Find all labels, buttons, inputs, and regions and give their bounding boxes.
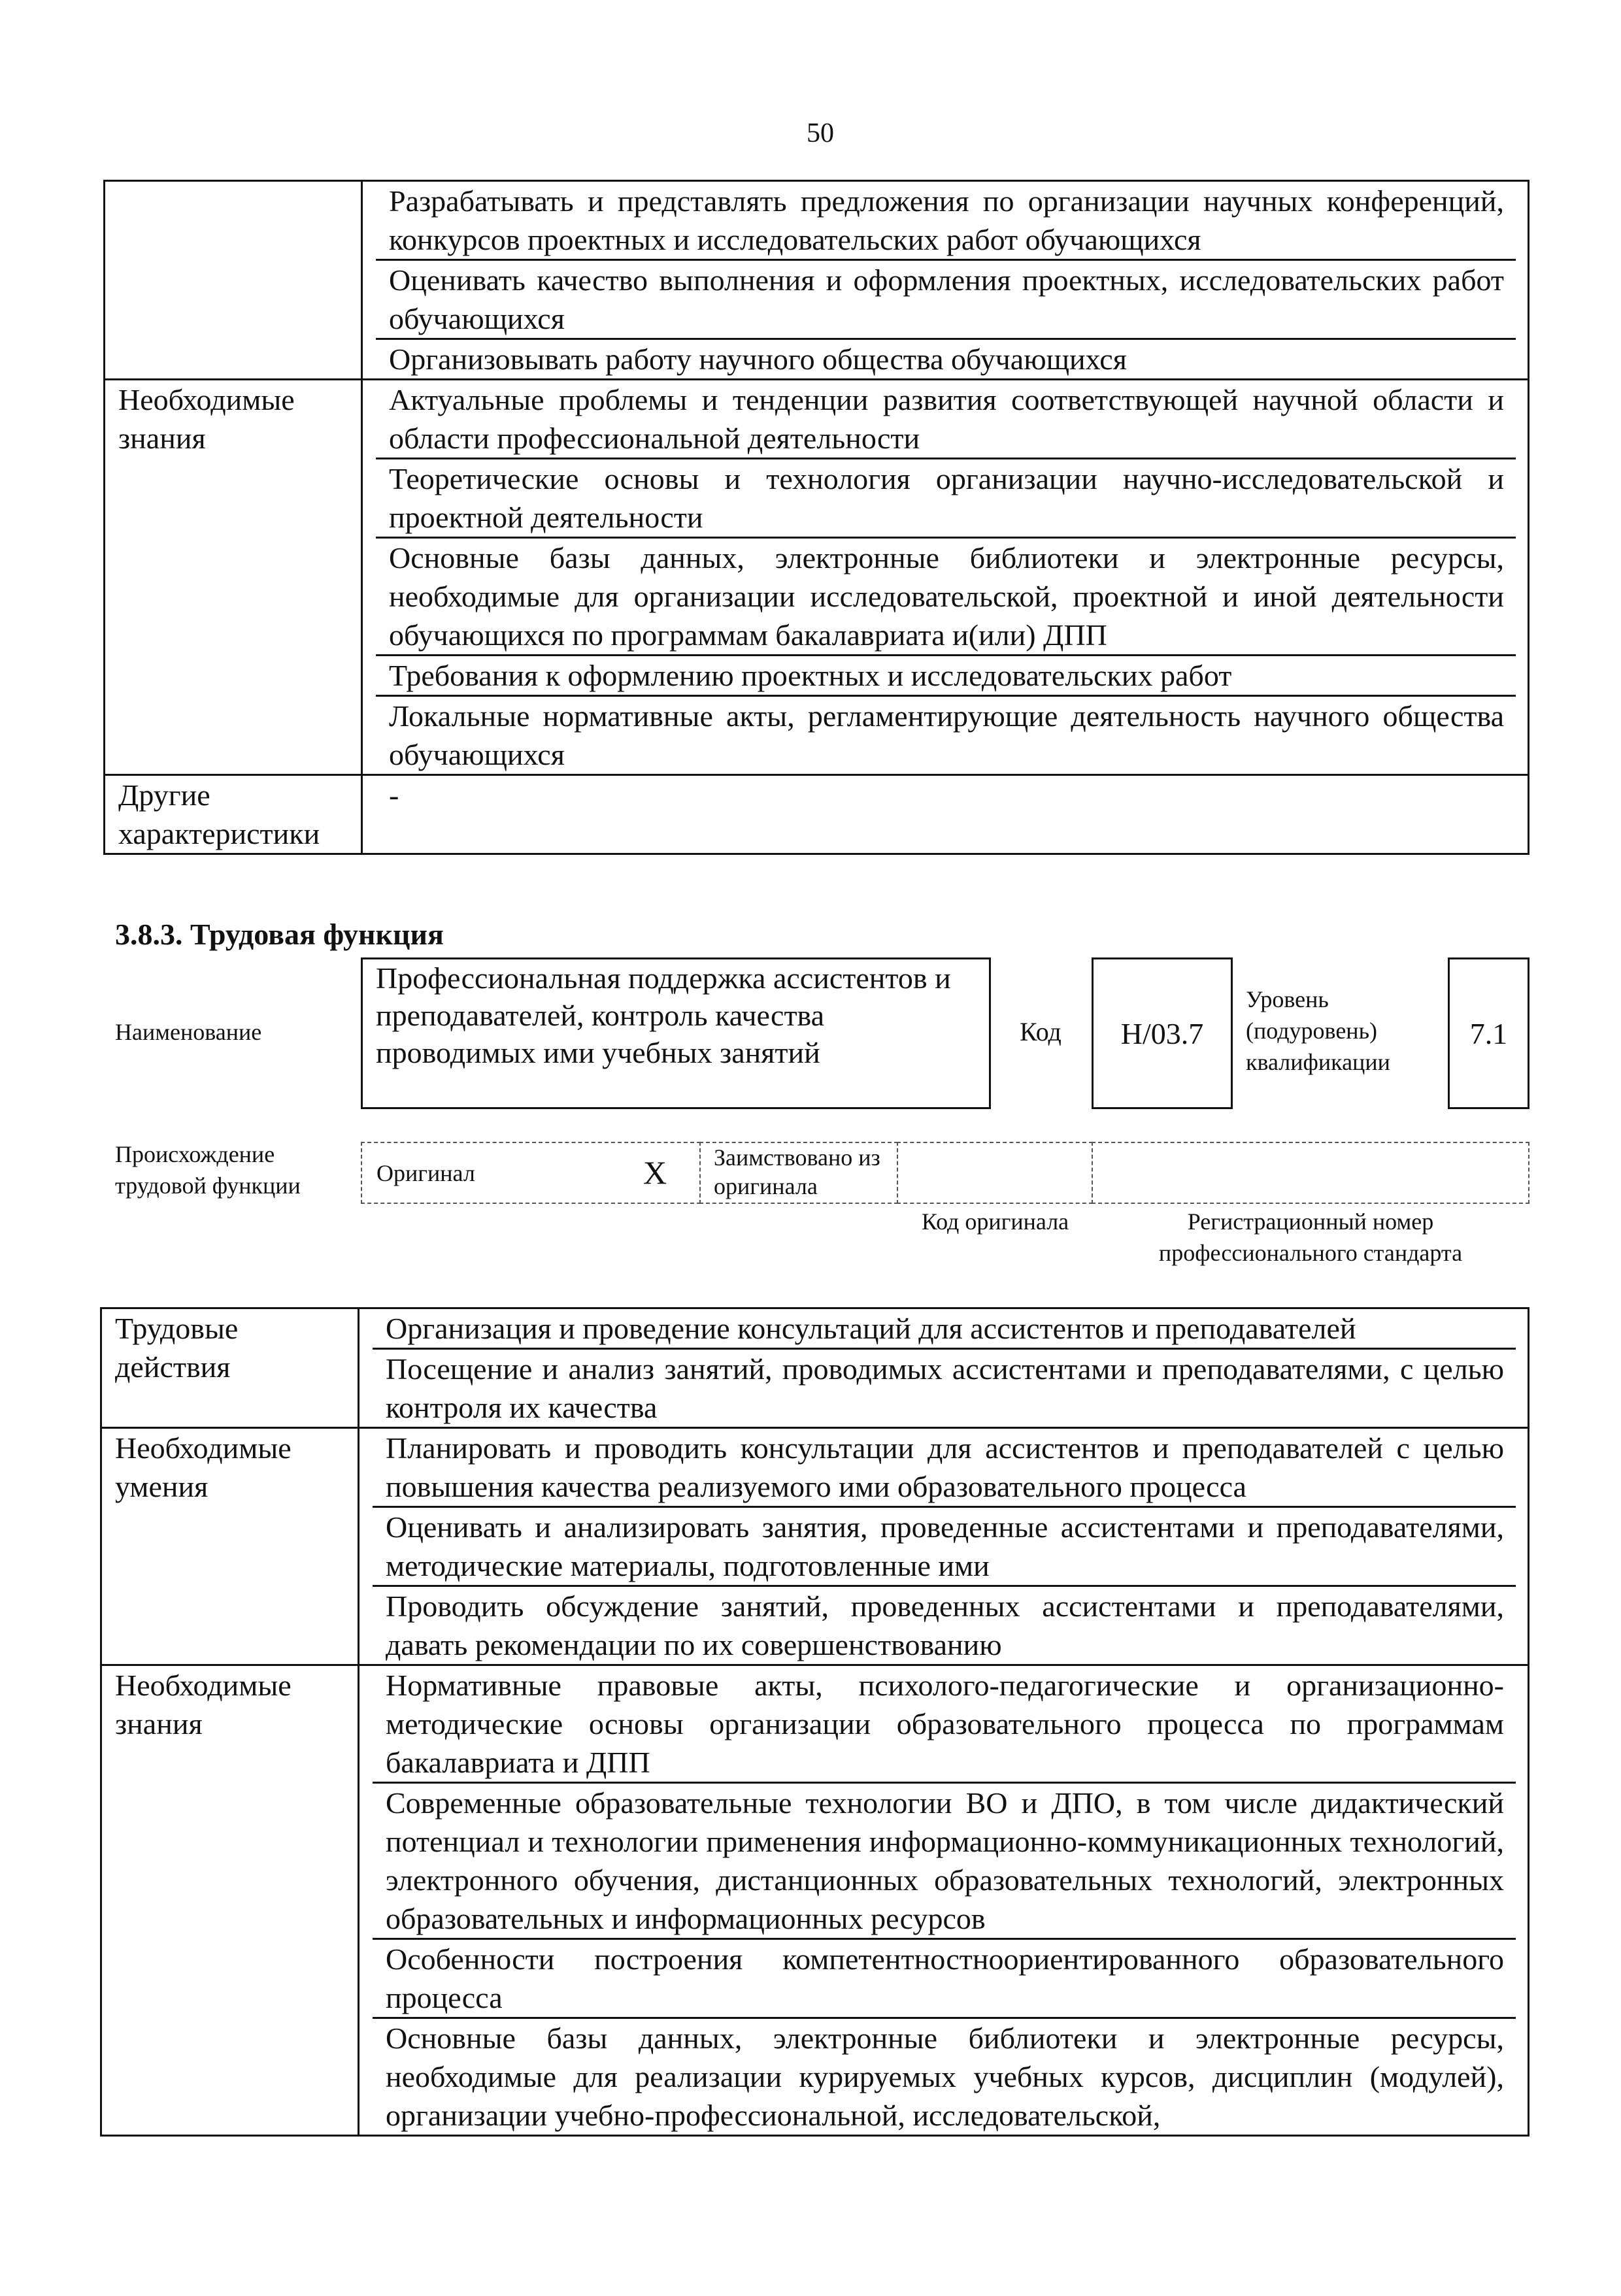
- origin-label: Происхождение трудовой функции: [115, 1141, 301, 1199]
- table-row: [101, 1308, 1529, 1428]
- registration-number-field[interactable]: [1092, 1142, 1529, 1204]
- list-item: Актуальные проблемы и тенденции развития соответствующей научной области и области профессиональной деятельности: [389, 383, 1504, 455]
- table-row: [105, 775, 1529, 854]
- origin-code-caption: Код оригинала: [921, 1208, 1069, 1235]
- original-cell[interactable]: [361, 1142, 701, 1204]
- list-item: Требования к оформлению проектных и исследовательских работ: [376, 654, 1516, 695]
- table-row: [101, 1428, 1529, 1665]
- table-row: [105, 181, 1529, 380]
- registration-number-caption: Регистрационный номер профессионального стандарта: [1158, 1208, 1463, 1266]
- row-label: Необходимые умения: [101, 1428, 359, 1665]
- row-label: Другие характеристики: [105, 775, 362, 854]
- requirements-table-continued: [103, 180, 1529, 855]
- code-label: Код: [1020, 1017, 1061, 1046]
- row-items: [362, 181, 1529, 380]
- list-item: Организация и проведение консультаций для ассистентов и преподавателей: [386, 1312, 1356, 1345]
- function-name-box: Профессиональная поддержка ассистентов и преподавателей, контроль качества проводимых ими учебных занятий: [361, 957, 991, 1109]
- row-label: Необходимые знания: [105, 380, 362, 775]
- row-items: [359, 1428, 1529, 1665]
- list-item: Оценивать качество выполнения и оформления проектных, исследовательских работ обучающихся: [376, 259, 1516, 338]
- list-item: Локальные нормативные акты, регламентирующие деятельность научного общества обучающихся: [376, 695, 1516, 774]
- row-label: Трудовые действия: [101, 1308, 359, 1428]
- row-items: [359, 1665, 1529, 2136]
- list-item: Посещение и анализ занятий, проводимых ассистентами и преподавателями, с целью контроля их качества: [373, 1348, 1516, 1427]
- list-item: Проводить обсуждение занятий, проведенных ассистентами и преподавателями, давать рекомендации по их совершенствованию: [373, 1585, 1516, 1664]
- list-item: Оценивать и анализировать занятия, проведенные ассистентами и преподавателями, методические материалы, подготовленные ими: [373, 1506, 1516, 1585]
- list-item: Организовывать работу научного общества обучающихся: [376, 338, 1516, 378]
- row-label: Необходимые знания: [101, 1665, 359, 2136]
- row-label: [105, 181, 362, 380]
- list-item: Нормативные правовые акты, психолого-педагогические и организационно-методические основы организации образовательного процесса по программам бакалавриата и ДПП: [386, 1669, 1504, 1779]
- list-item: -: [389, 778, 399, 812]
- level-label: Уровень (подуровень) квалификации: [1246, 986, 1390, 1075]
- function-code: Н/03.7: [1092, 957, 1233, 1109]
- row-items: [362, 380, 1529, 775]
- borrowed-cell[interactable]: Заимствовано из оригинала: [699, 1142, 898, 1204]
- list-item: Основные базы данных, электронные библиотеки и электронные ресурсы, необходимые для реализации курируемых учебных курсов, дисциплин (модулей), организации учебно-профессиональной, исследовательской,: [373, 2017, 1516, 2135]
- list-item: Теоретические основы и технология организации научно-исследовательской и проектной деятельности: [376, 458, 1516, 537]
- original-label: Оригинал: [376, 1160, 475, 1186]
- origin-code-field[interactable]: [897, 1142, 1093, 1204]
- list-item: Особенности построения компетентностноориентированного образовательного процесса: [373, 1938, 1516, 2017]
- row-items: [359, 1308, 1529, 1428]
- row-items: [362, 775, 1529, 854]
- list-item: Планировать и проводить консультации для ассистентов и преподавателей с целью повышения качества реализуемого ими образовательного процесса: [386, 1431, 1504, 1503]
- list-item: Разрабатывать и представлять предложения по организации научных конференций, конкурсов проектных и исследовательских работ обучающихся: [389, 184, 1504, 256]
- labor-function-table: [100, 1307, 1529, 2137]
- page-number: 50: [807, 118, 834, 148]
- section-heading: 3.8.3. Трудовая функция: [115, 918, 444, 951]
- table-row: [105, 380, 1529, 775]
- list-item: Основные базы данных, электронные библиотеки и электронные ресурсы, необходимые для организации исследовательской, проектной и иной деятельности обучающихся по программам бакалавриата и(или) ДПП: [376, 537, 1516, 654]
- table-row: [101, 1665, 1529, 2136]
- qualification-level: 7.1: [1448, 957, 1529, 1109]
- original-mark: X: [643, 1154, 667, 1191]
- list-item: Современные образовательные технологии ВО и ДПО, в том числе дидактический потенциал и технологии применения информационно-коммуникационных технологий, электронного обучения, дистанционных образовательных технологий, электронных образовательных и информационных ресурсов: [373, 1782, 1516, 1938]
- name-label: Наименование: [115, 1019, 262, 1045]
